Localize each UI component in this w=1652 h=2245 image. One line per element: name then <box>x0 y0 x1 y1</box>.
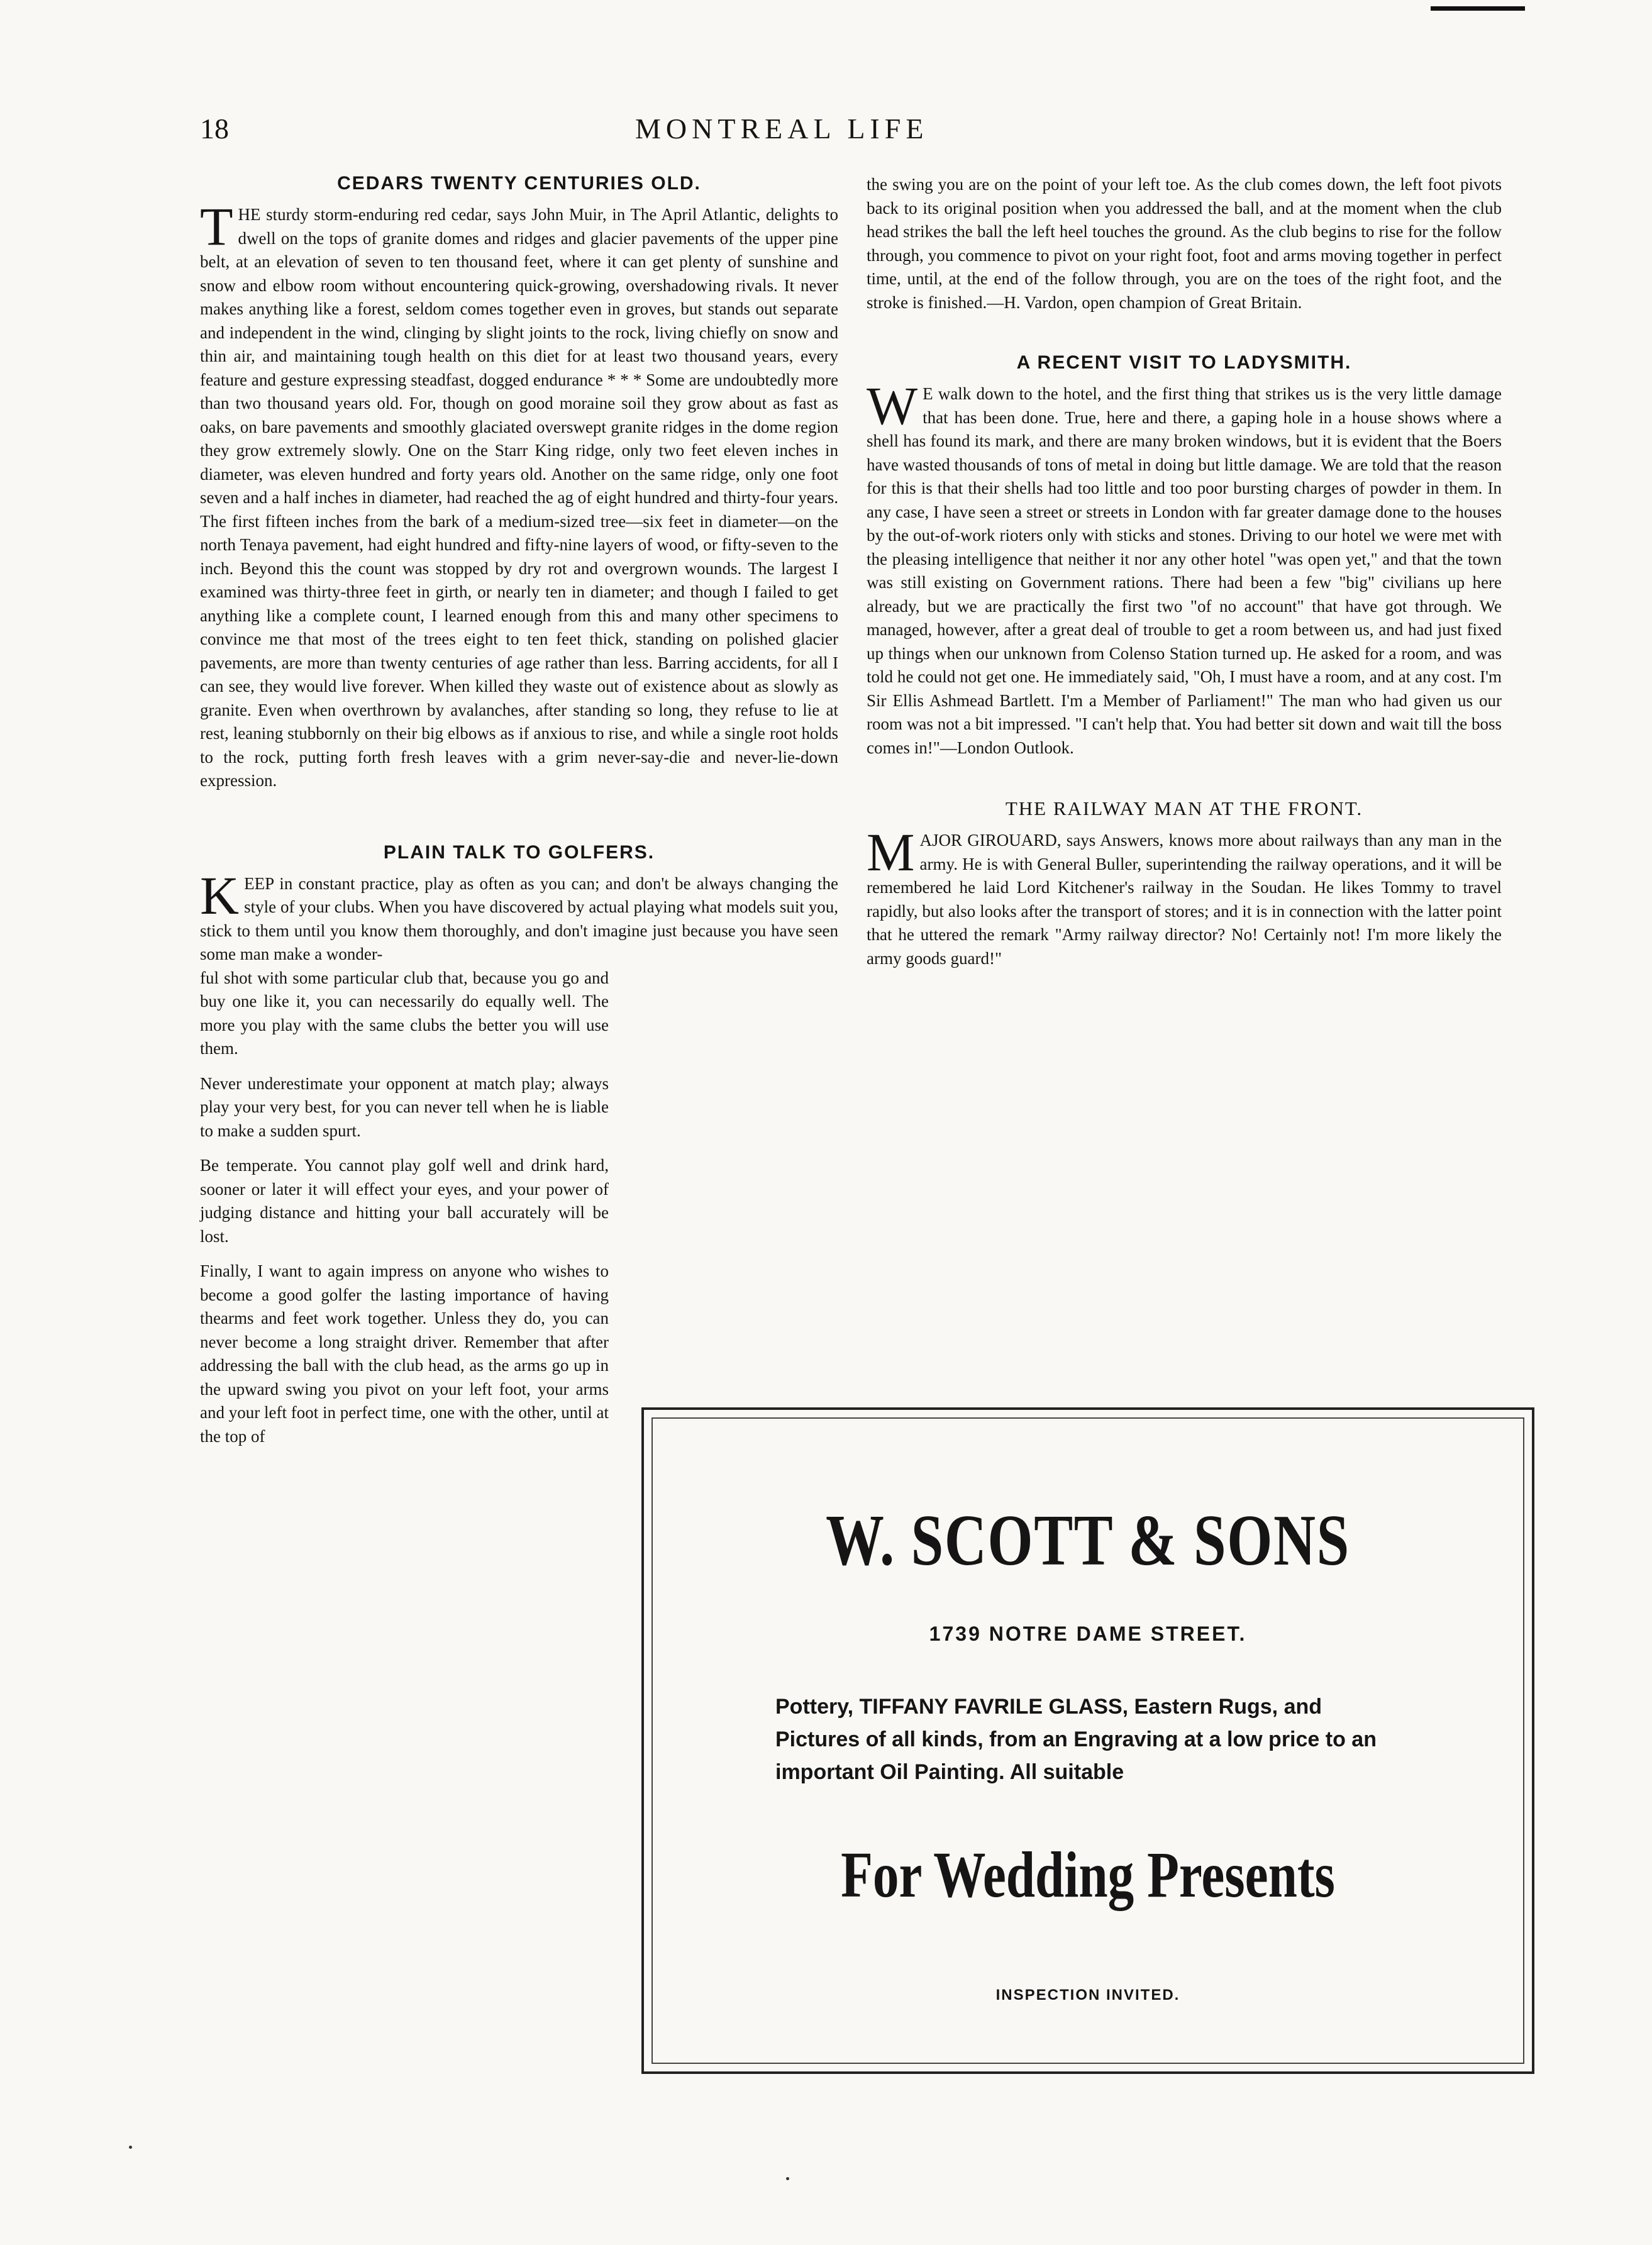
golfers-continued: the swing you are on the point of your left toe. As the club comes down, the left foot pivots back to its original position when you addressed the ball, and at the moment when the club head strikes the ball the left heel touches the ground. As the club begins to rise for the follow through, you commence to pivot on your right foot, foot and arms moving together in perfect time, until, at the end of the follow through, you are on the toes of the right foot, and the stroke is finished.—H. Vardon, open champion of Great Britain. <box>867 175 1502 312</box>
golfers-text-wide: EEP in constant practice, play as often as you can; and don't be always changing the style of your clubs. When you have discovered by actual playing what models suit you, stick to them until you know them thoroughly, and don't imagine just because you have seen some man make a wonder- <box>200 873 838 963</box>
left-column <box>200 173 838 1448</box>
golfers-paragraph: Finally, I want to again impress on anyone who wishes to become a good golfer the lasting importance of having thearms and feet work together. Unless they do, you can never become a long straight driver. Remember that after addressing the ball with the club head, as the arms go up in the upward swing you pivot on your left foot, your arms and your left foot in perfect time, one with the other, until at the top of <box>200 1261 609 1446</box>
golfers-paragraph: Be temperate. You cannot play golf well and drink hard, sooner or later it will effect your eyes, and your power of judging distance and hitting your ball accurately will be lost. <box>200 1156 609 1246</box>
cedars-article <box>200 196 838 793</box>
ad-tagline: For Wedding Presents <box>841 1839 1335 1911</box>
page-number: 18 <box>200 113 229 145</box>
ladysmith-text: E walk down to the hotel, and the first thing that strikes us is the very little damage that has been done. True, here and there, a gaping hole in a house shows where a shell has found its mark, and there are many broken windows, but it is evident that the Boers have wasted thousands of tons of metal in doing but little damage. We are told that the reason for this is that their shells had too little and too poor bursting charges of powder in them. In any case, I have seen a street or streets in London with far greater damage done to the houses by the out-of-work rioters only with sticks and stones. Driving to our hotel we were met with the pleasing intelligence that neither it nor any other hotel "was open yet," and that the town was still existing on Government rations. There had been a few "big" civilians up here already, but we are practically the first two "of no account" that have got through. We managed, however, after a great deal of trouble to get a room between us, and had just fixed up things when our unknown from Colenso Station turned up. He asked for a room, and was told he could not get one. He immediately said, "Oh, I must have a room, and at any cost. I'm Sir Ellis Ashmead Bartlett. I'm a Member of Parliament!" The man who had given us our room was not a bit impressed. "I can't help that. You had better sit down and wait till the boss comes in!"—London Outlook. <box>867 384 1502 757</box>
advertisement-box <box>641 1407 1534 2074</box>
railway-article <box>867 822 1502 970</box>
golfers-paragraph: Never underestimate your opponent at match play; always play your very best, for you can never tell when he is liable to make a sudden spurt. <box>200 1073 609 1140</box>
ad-company-name: W. SCOTT & SONS <box>826 1500 1350 1581</box>
golfers-title: PLAIN TALK TO GOLFERS. <box>383 841 655 863</box>
drop-cap: K <box>200 865 240 926</box>
ad-note: INSPECTION INVITED. <box>995 1987 1180 2004</box>
running-title: MONTREAL LIFE <box>635 113 929 145</box>
ad-description: Pottery, TIFFANY FAVRILE GLASS, Eastern Rugs, and Pictures of all kinds, from an Engraving at a low price to an important Oil Painting. All suitable <box>775 1695 1377 1784</box>
ad-address: 1739 NOTRE DAME STREET. <box>929 1622 1247 1645</box>
speck <box>129 2146 132 2149</box>
cedars-title: CEDARS TWENTY CENTURIES OLD. <box>337 173 701 194</box>
corner-rule <box>1431 6 1525 11</box>
advertisement-inner-border <box>651 1417 1524 2064</box>
cedars-text: HE sturdy storm-enduring red cedar, says John Muir, in The April Atlantic, delights to dwell on the tops of granite domes and ridges and glacier pavements of the upper pine belt, at an elevation of seven to ten thousand feet, where it can get plenty of sunshine and snow and elbow room without encountering quick-growing, overshadowing rivals. It never makes anything like a forest, seldom comes together even in groves, but stands out separate and independent in the wind, clinging by slight joints to the rock, living chiefly on snow and thin air, and maintaining tough health on this diet for at least two thousand years, every feature and gesture expressing steadfast, dogged endurance * * * Some are undoubtedly more than two thousand years old. For, though on good moraine soil they grow about as fast as oaks, on bare pavements and smoothly glaciated overswept granite ridges in the dome region they grow extremely slowly. One on the Starr King ridge, only two feet eleven inches in diameter, was eleven hundred and forty years old. Another on the same ridge, only one foot seven and a half inches in diameter, had reached the ag of eight hundred and thirty-four years. The first fifteen inches from the bark of a medium-sized tree—six feet in diameter—on the north Tenaya pavement, had eight hundred and fifty-nine layers of wood, or fifty-seven to the inch. Beyond this the count was stopped by dry rot and overgrown wounds. The largest I examined was thirty-three feet in girth, or nearly ten in diameter; and though I failed to get anything like a complete count, I learned enough from this and many other specimens to convince me that most of the trees eight to ten feet thick, standing on polished glacier pavements, are more than twenty centuries of age rather than less. Barring accidents, for all I can see, they would live forever. When killed they waste out of existence about as slowly as granite. Even when overthrown by avalanches, after standing so long, they refuse to lie at rest, leaning stubbornly on their big elbows as if anxious to rise, and while a single root holds to the rock, putting forth fresh leaves with a grim never-say-die and never-lie-down expression. <box>200 205 838 790</box>
golfers-intro <box>200 865 838 967</box>
right-column <box>867 173 1502 970</box>
drop-cap: M <box>867 822 915 882</box>
railway-title: THE RAILWAY MAN AT THE FRONT. <box>1005 797 1363 819</box>
railway-text: AJOR GIROUARD, says Answers, knows more about railways than any man in the army. He is with General Buller, superintending the railway operations, and it will be remembered he laid Lord Kitchener's railway in the Soudan. He likes Tommy to travel rapidly, but also looks after the transport of stores; and it is in connection with the latter point that he uttered the remark "Army railway director? No! Certainly not! I'm more likely the army goods guard!" <box>867 831 1502 968</box>
speck <box>786 2177 789 2180</box>
ladysmith-title: A RECENT VISIT TO LADYSMITH. <box>1016 352 1352 373</box>
drop-cap: T <box>200 196 233 257</box>
golfers-text-narrow: ful shot with some particular club that, because you go and buy one like it, you can necessarily do equally well. The more you play with the same clubs the better you will use them. <box>200 968 609 1058</box>
golfers-narrow-section <box>200 967 609 1449</box>
ladysmith-article <box>867 375 1502 760</box>
drop-cap: W <box>867 375 918 436</box>
